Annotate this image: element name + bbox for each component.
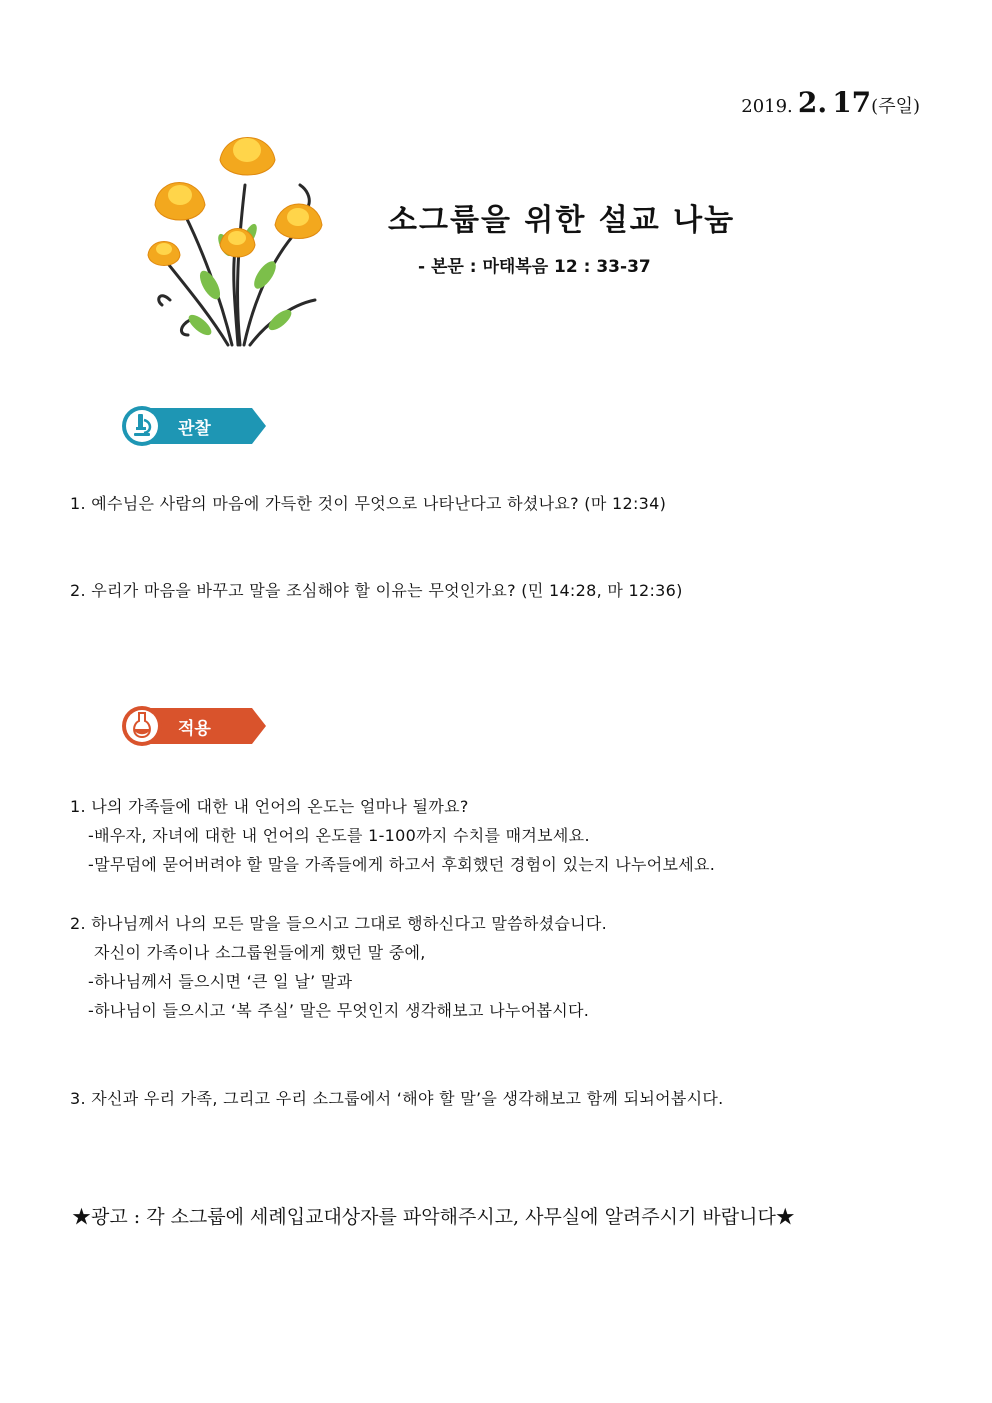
date-month: 2. [797,86,828,119]
application-question-2-sub-2: -하나님이 들으시고 ‘복 주실’ 말은 무엇인지 생각해보고 나누어봅시다. [88,1001,590,1020]
application-question-2-line-2: 자신이 가족이나 소그룹원들에게 했던 말 중에, [94,943,426,962]
flower-illustration [140,125,340,350]
page-title: 소그룹을 위한 설교 나눔 [388,203,736,238]
application-question-1-sub-1: -배우자, 자녀에 대한 내 언어의 온도를 1-100까지 수치를 매겨보세요. [88,826,590,845]
observation-question-2: 2. 우리가 마음을 바꾸고 말을 조심해야 할 이유는 무엇인가요? (민 14:28, 마 12:36) [70,581,683,600]
application-question-1-main: 1. 나의 가족들에 대한 내 언어의 온도는 얼마나 될까요? [70,797,469,816]
scripture-reference: - 본문 : 마태복음 12 : 33-37 [418,257,651,277]
application-question-1-sub-2: -말무덤에 묻어버려야 할 말을 가족들에게 하고서 후회했던 경험이 있는지 나누어보세요. [88,855,716,874]
application-label: 적용 [178,719,211,739]
observation-badge [120,406,270,444]
date-weekday: (주일) [871,96,920,117]
application-question-1 [70,792,715,879]
observation-question-1: 1. 예수님은 사람의 마음에 가득한 것이 무엇으로 나타난다고 하셨나요? (마 12:34) [70,494,667,513]
application-badge [120,706,270,744]
flower-icon [140,125,340,350]
announcement: ★광고 : 각 소그룹에 세례입교대상자를 파악해주시고, 사무실에 알려주시기 바랍니다★ [72,1206,795,1228]
observation-label: 관찰 [178,419,211,439]
date-year: 2019. [741,96,793,117]
date-day: 17 [832,86,872,119]
date [741,86,920,119]
application-question-2 [70,909,607,1025]
application-question-2-sub-1: -하나님께서 들으시면 ‘큰 일 날’ 말과 [88,972,353,991]
application-question-3: 3. 자신과 우리 가족, 그리고 우리 소그룹에서 ‘해야 할 말’을 생각해보고 함께 되뇌어봅시다. [70,1089,724,1108]
application-question-2-main: 2. 하나님께서 나의 모든 말을 들으시고 그대로 행하신다고 말씀하셨습니다. [70,914,608,933]
